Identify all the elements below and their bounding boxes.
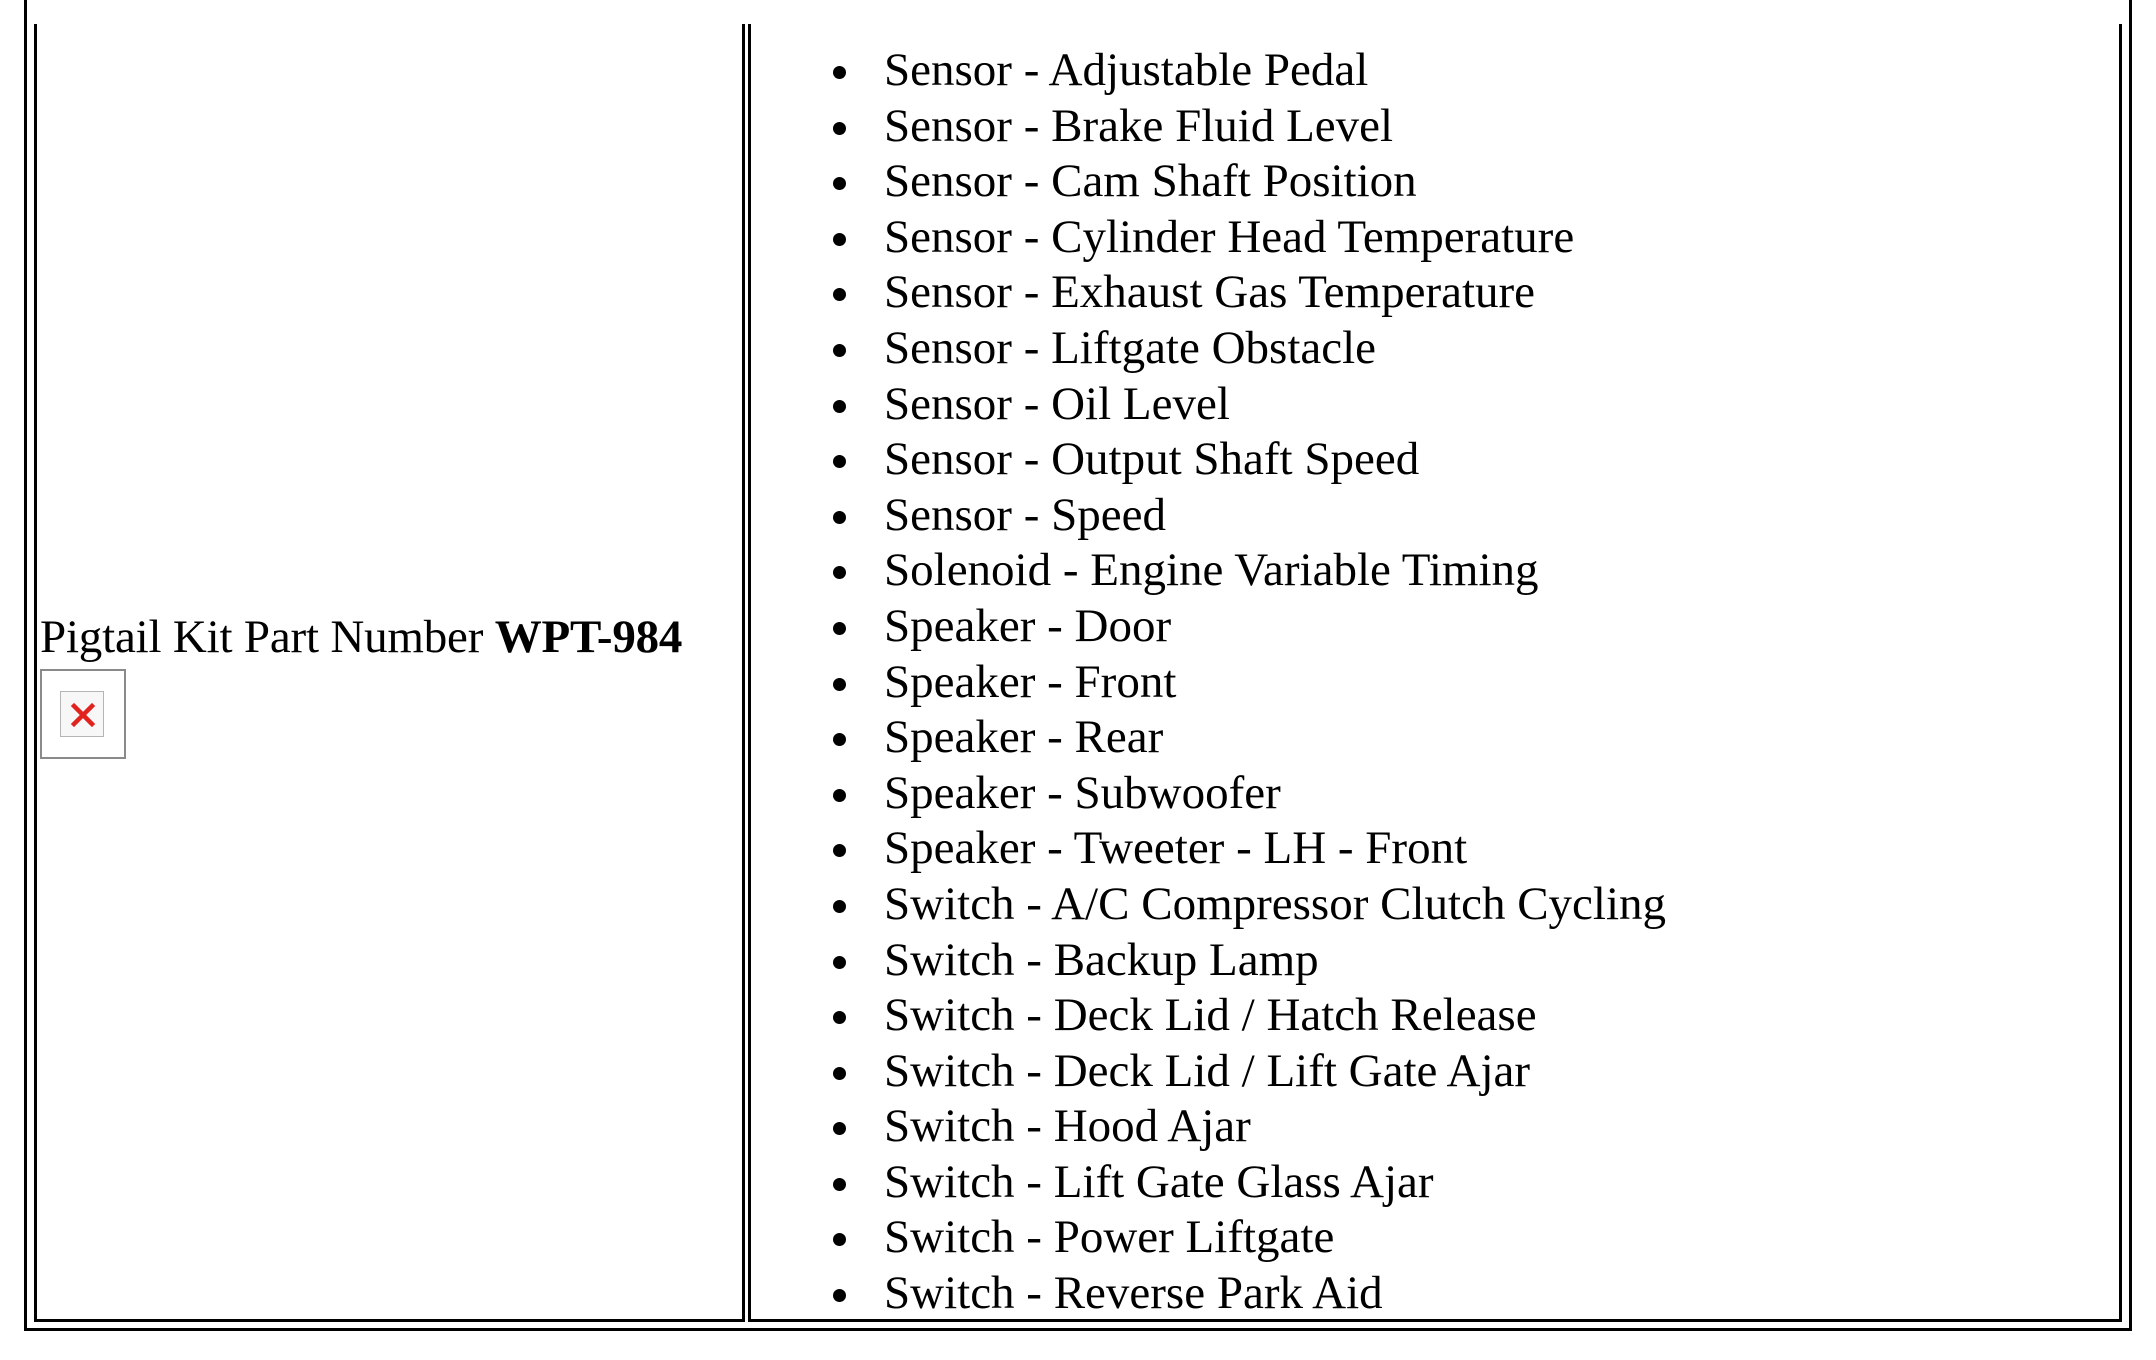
list-item-text: Speaker - Tweeter - LH - Front [884,822,1468,875]
list-item-text: Solenoid - Engine Variable Timing [884,544,1539,597]
list-item-text: Switch - Deck Lid / Lift Gate Ajar [884,1044,1531,1097]
bullet-icon [833,344,846,357]
list-item [828,321,2108,377]
kit-image[interactable] [40,669,126,759]
list-item [828,432,2108,488]
list-item-text: Switch - Backup Lamp [884,933,1319,986]
kit-part-number: WPT-984 [494,611,683,663]
bullet-icon [833,288,846,301]
bullet-icon [833,789,846,802]
list-item-text: Sensor - Output Shaft Speed [884,433,1420,486]
list-item [828,210,2108,266]
list-item [828,377,2108,433]
bullet-icon [833,844,846,857]
list-item-text: Speaker - Rear [884,711,1164,764]
bullet-icon [833,566,846,579]
table-cell-kit [34,24,745,1322]
bullet-icon [833,177,846,190]
bullet-icon [833,122,846,135]
list-item [828,154,2108,210]
bullet-icon [833,1067,846,1080]
list-item-text: Speaker - Front [884,655,1177,708]
bullet-icon [833,1289,846,1302]
list-item [828,1099,2108,1155]
list-item [828,821,2108,877]
bullet-icon [833,233,846,246]
list-item [828,877,2108,933]
list-item [828,1155,2108,1211]
list-item [828,1210,2108,1266]
list-item [828,99,2108,155]
list-item-text: Sensor - Adjustable Pedal [884,44,1369,96]
list-item-text: Sensor - Cylinder Head Temperature [884,210,1575,263]
list-item [828,265,2108,321]
bullet-icon [833,1011,846,1024]
list-item [828,933,2108,989]
list-item [828,43,2108,99]
list-item [828,988,2108,1044]
kit-heading [40,609,750,665]
list-item-text: Sensor - Oil Level [884,377,1230,430]
bullet-icon [833,400,846,413]
list-item [828,710,2108,766]
list-item-text: Switch - Lift Gate Glass Ajar [884,1155,1434,1208]
list-item-text: Switch - Hood Ajar [884,1100,1251,1153]
bullet-icon [833,1178,846,1191]
bullet-icon [833,956,846,969]
bullet-icon [833,511,846,524]
component-list [828,43,2108,1322]
list-item-text: Sensor - Brake Fluid Level [884,99,1394,152]
bullet-icon [833,678,846,691]
list-item [828,1044,2108,1100]
list-item-text: Sensor - Speed [884,488,1166,541]
bullet-icon [833,66,846,79]
list-item [828,599,2108,655]
list-item-text: Speaker - Door [884,599,1172,652]
bullet-icon [833,1122,846,1135]
list-item [828,655,2108,711]
list-item-text: Switch - Power Liftgate [884,1211,1335,1264]
list-item-text: Switch - A/C Compressor Clutch Cycling [884,877,1667,930]
bullet-icon [833,733,846,746]
kit-label: Pigtail Kit Part Number [40,611,484,663]
list-item [828,766,2108,822]
list-item [828,543,2108,599]
list-item-text: Sensor - Exhaust Gas Temperature [884,266,1536,319]
bullet-icon [833,455,846,468]
red-x-icon [68,700,98,730]
bullet-icon [833,900,846,913]
kit-info [40,609,750,665]
bullet-icon [833,1233,846,1246]
list-item-text: Speaker - Subwoofer [884,766,1281,819]
bullet-icon [833,622,846,635]
broken-image-icon [60,691,104,737]
list-item-text: Switch - Reverse Park Aid [884,1267,1383,1320]
list-item-text: Switch - Deck Lid / Hatch Release [884,989,1537,1042]
list-item [828,1266,2108,1322]
list-item [828,488,2108,544]
list-item-text: Sensor - Liftgate Obstacle [884,321,1377,374]
list-item-text: Sensor - Cam Shaft Position [884,155,1417,208]
